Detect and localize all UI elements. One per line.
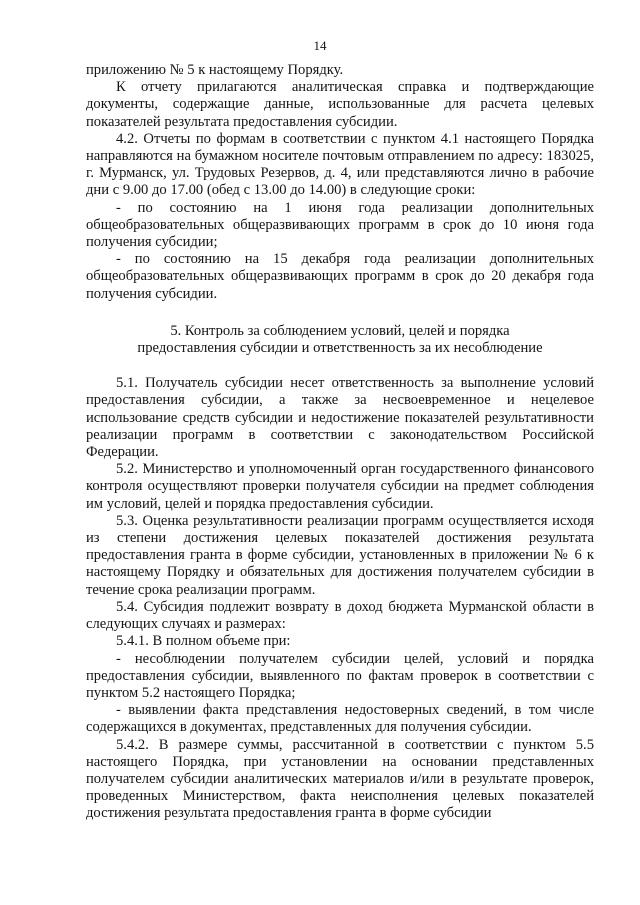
- section-heading: [86, 323, 594, 357]
- paragraph-4-2: 4.2. Отчеты по формам в соответствии с пунктом 4.1 настоящего Порядка направляются на бумажном носителе почтовым отправлением по адресу: 183025, г. Мурманск, ул. Трудовых Резервов, д. 4, или представляются лично в рабочие дни с 9.00 до 17.00 (обед с 13.00 до 14.00) в следующие сроки:: [86, 130, 594, 199]
- page-number: 14: [313, 38, 327, 53]
- paragraph-5-2: 5.2. Министерство и уполномоченный орган государственного финансового контроля осуществляют проверки получателя субсидии на предмет соблюдения им условий, целей и порядка предоставления субсидии.: [86, 461, 594, 512]
- list-item-false-information: - выявлении факта представления недостоверных сведений, в том числе содержащихся в документах, представленных для получения субсидии.: [86, 702, 594, 736]
- paragraph-report-attachments: К отчету прилагаются аналитическая справка и подтверждающие документы, содержащие данные, использованные для расчета целевых показателей результата предоставления субсидии.: [86, 79, 594, 130]
- document-body: [86, 62, 594, 823]
- paragraph-5-3: 5.3. Оценка результативности реализации программ осуществляется исходя из степени достижения целевых показателей достижения результата предоставления гранта в форме субсидии, установленных в приложении № 6 к настоящему Порядку и обязательных для достижения получателем субсидии в течение срока реализации программ.: [86, 512, 594, 598]
- paragraph-5-4: 5.4. Субсидия подлежит возврату в доход бюджета Мурманской области в следующих случаях и размерах:: [86, 598, 594, 633]
- section-heading-line-2: предоставления субсидии и ответственность за их несоблюдение: [137, 340, 543, 357]
- paragraph-continuation: приложению № 5 к настоящему Порядку.: [86, 62, 344, 78]
- paragraph-5-4-1: 5.4.1. В полном объеме при:: [116, 633, 291, 650]
- list-item-noncompliance: - несоблюдении получателем субсидии целей, условий и порядка предоставления субсидии, выявленного по фактам проверок в соответствии с пунктом 5.2 настоящего Порядка;: [86, 650, 594, 701]
- list-item-deadline-june: - по состоянию на 1 июня года реализации дополнительных общеобразовательных общеразвивающих программ в срок до 10 июня года получения субсидии;: [86, 199, 594, 251]
- list-item-deadline-december: - по состоянию на 15 декабря года реализации дополнительных общеобразовательных общеразвивающих программ в срок до 20 декабря года получения субсидии.: [86, 251, 594, 302]
- paragraph-5-4-2: 5.4.2. В размере суммы, рассчитанной в соответствии с пунктом 5.5 настоящего Порядка, при установлении на основании представленных получателем субсидии аналитических материалов и/или в результате проверок, проведенных Министерством, факта неисполнения целевых показателей достижения результата предоставления гранта в форме субсидии: [86, 736, 594, 822]
- section-heading-line-1: 5. Контроль за соблюдением условий, целей и порядка: [170, 322, 510, 339]
- paragraph-5-1: 5.1. Получатель субсидии несет ответственность за выполнение условий предоставления субсидии, а также за несвоевременное и нецелевое использование средств субсидии и недостижение показателей результативности реализации программ в соответствии с законодательством Российской Федерации.: [86, 375, 594, 461]
